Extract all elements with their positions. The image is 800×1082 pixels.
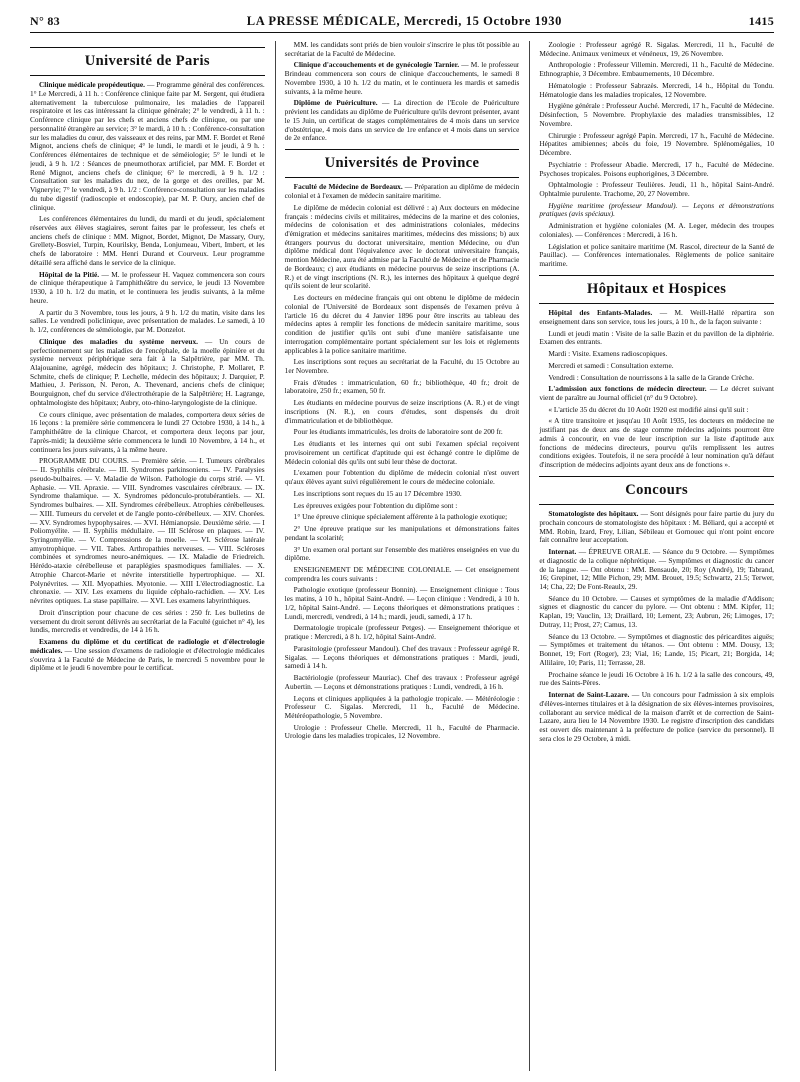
section-header-frame — [285, 149, 520, 178]
article-title: Examens du diplôme et du certificat de radiologie et d'électrologie médicales. — [30, 637, 265, 655]
paragraph: Anthropologie : Professeur Villemin. Mercredi, 11 h., Faculté de Médecine. Ethnographie, 3 Décembre. Embaumements, 10 Décembre. — [539, 60, 774, 79]
article-title: L'admission aux fonctions de médecin directeur. — [548, 384, 707, 394]
article-text: — ÉPREUVE ORALE. — Séance du 9 Octobre. — Symptômes et diagnostic de la colique néphrétique. — Symptômes et diagnostic du cancer de la langue. — Ont obtenu : MM. Bensaude, 20; Roy (André), 19; Tabrand, 16; Grepinet, 12; Mlle Pichon, 29; MM. Brouet, 19.5; Schwartz, 21.5; Terwer, 14; Cha, 22; De Font-Reaulx, 29. — [539, 547, 774, 592]
article-systeme-nerveux — [30, 338, 265, 408]
article-saint-lazare — [539, 691, 774, 743]
column-3 — [529, 41, 774, 1071]
article-hopital-pitie — [30, 271, 265, 306]
paragraph: Les épreuves exigées pour l'obtention du diplôme sont : — [293, 500, 458, 510]
article-medecin-directeur — [539, 385, 774, 402]
paragraph: Législation et police sanitaire maritime (M. Rascol, directeur de la Santé de Pauillac). — Conférences internationales. Règlements de police sanitaire maritime. — [539, 241, 774, 269]
article-internat — [539, 548, 774, 592]
article-text: — Préparation au diplôme de médecin colonial et à l'examen de médecin sanitaire maritime. — [284, 182, 520, 201]
paragraph: L'examen pour l'obtention du diplôme de médecin colonial n'est ouvert qu'aux élèves ayant suivi régulièrement le cours de médecine coloniale. — [284, 468, 520, 487]
paragraph: Leçons et cliniques appliquées à la pathologie tropicale. — Météréologie : Professeur C. Sigalas. Mercredi, 11 h., Faculté de Médecine. Météréopathologie, 5 Novembre. — [284, 693, 520, 720]
article-title: Diplôme de Puériculture. — [293, 98, 378, 108]
paragraph: Zoologie : Professeur agrégé R. Sigalas. Mercredi, 11 h., Faculté de Médecine. Animaux venimeux et vénéneux, 19, 26 Novembre. — [539, 41, 774, 58]
paragraph: Parasitologie (professeur Mandoul). Chef des travaux : Professeur agrégé R. Sigalas. — Leçons théoriques et démonstrations pratiques : Mardi, jeudi, samedi à 14 h. — [284, 643, 520, 671]
article-text: — La direction de l'Ecole de Puériculture prévient les candidats au diplôme de Puériculture qu'ils devront présenter, avant le 15 Juin, un certificat de stages complémentaires de 4 mois dans un service d'obstétrique, 4 mois dans un service de 1re enfance et 4 mois dans un service de 2e enfance. — [284, 98, 520, 143]
paragraph: Ce cours clinique, avec présentation de malades, comportera deux séries de 16 leçons : la première série commencera le lundi 27 Octobre 1930, à 14 h., à l'amphithéâtre de la clinique Charcot, et comportera deux leçons par jour, l'après-midi; la deuxième série commencera le lundi 10 Novembre, à 14 h., et continuera les jours suivants, à la même heure. — [30, 409, 265, 454]
column-2 — [275, 41, 520, 1071]
paragraph: Lundi et jeudi matin : Visite de la salle Bazin et du pavillon de la diphtérie. Examen des entrants. — [539, 328, 774, 347]
paragraph: « L'article 35 du décret du 10 Août 1920 est modifié ainsi qu'il suit : — [548, 404, 749, 414]
paragraph: Pathologie exotique (professeur Bonnin). — Enseignement clinique : Tous les matins, à 10 h., hôpital Saint-André. — Leçon clinique : Vendredi, à 10 h. 1/2, hôpital Saint-André. — Leçons théoriques et démonstrations pratiques : Lundi, mercredi, vendredi, à 14 h.; mardi, jeudi, samedi, à 17 h. — [284, 585, 520, 621]
paragraph: MM. les candidats sont priés de bien vouloir s'inscrire le plus tôt possible au secrétariat de la Faculté de Médecine. — [284, 41, 520, 58]
article-title: Hôpital des Enfants-Malades. — [548, 308, 653, 318]
paragraph: Les docteurs en médecine français qui ont obtenu le diplôme de médecin colonial de l'Université de Bordeaux sont dispensés de l'examen prévu à l'article 16 du décret du 4 Janvier 1896 pour être inscrits au tableau des médecins aptes à remplir les fonctions de médecin sanitaire maritime, sous condition de justifier qu'ils ont subi d'une manière satisfaisante une interrogation complémentaire portant spécialement sur les lois et règlements applicables à la police sanitaire maritime. — [284, 293, 520, 355]
article-title: Internat. — [548, 547, 577, 557]
section-header-frame — [30, 47, 265, 76]
paragraph: Droit d'inscription pour chacune de ces séries : 250 fr. Les bulletins de versement du droit seront délivrés au secrétariat de la Faculté (guichet n° 4), les lundis, mercredis et vendredis, de 14 à 16 h. — [30, 607, 265, 635]
section-header-frame — [539, 476, 774, 505]
article-title: Clinique médicale propédeutique. — [39, 80, 145, 90]
article-bordeaux — [285, 183, 520, 200]
article-puericulture — [285, 99, 520, 143]
paragraph: Mardi : Visite. Examens radioscopiques. — [548, 349, 668, 359]
page-header — [30, 14, 774, 33]
paragraph: Les conférences élémentaires du lundi, du mardi et du jeudi, spécialement réservées aux élèves stagiaires, seront faites par le professeur, les chefs et anciens chefs de clinique : MM. Mignot, Bordet, Mignot, De Massary, Oury, Grellety-Bosviel, Turpin, Kourilsky, Benda, Lonjumeau, Vibert, Imbert, et les chefs de laboratoire : MM. Henri Durand et Courveux. Leur programme détaillé sera affiché dans le service de la clinique. — [30, 214, 265, 267]
columns — [30, 41, 774, 1071]
paragraph: Séance du 13 Octobre. — Symptômes et diagnostic des péricardites aiguës; — Symptômes et traitement du tétanos. — Ont obtenu : MM. Dousy, 13; Bonnet, 19; Fort (Roger), 23; Vial, 16; Lande, 15; Picart, 21; Borgida, 14; Allilaire, 10; Paris, 11; Terrasse, 28. — [539, 631, 774, 667]
paragraph: Hématologie : Professeur Sabrazès. Mercredi, 14 h., Hôpital du Tondu. Hématologie dans les maladies tropicales, 12 Novembre. — [539, 80, 774, 99]
article-title: Clinique d'accouchements et de gynécologie Tarnier. — [293, 60, 460, 70]
article-text: — Le décret suivant vient de paraître au Journal officiel (n° du 9 Octobre). — [539, 384, 774, 403]
paragraph: Pour les étudiants immatriculés, les droits de laboratoire sont de 200 fr. — [293, 427, 503, 437]
issue-number: N° 83 — [30, 14, 60, 28]
section-heading-hopitaux-hospices: Hôpitaux et Hospices — [587, 280, 727, 297]
paragraph: Les étudiants et les internes qui ont subi l'examen spécial reçoivent provisoirement un certificat d'aptitude qui est échangé contre le diplôme de Médecin colonial dès qu'ils ont subi leur thèse de doctorat. — [284, 439, 520, 466]
article-enfants-malades — [539, 309, 774, 326]
paragraph: Le diplôme de médecin colonial est délivré : a) Aux docteurs en médecine français : médecins civils et militaires, médecins de la marine et des colonies, médecins de colonisation et des administrations coloniales, médecins d'émigration et médecins sanitaires maritimes, médecins des missions; b) aux étrangers pourvus du doctorat universitaire, mention Médecine, ou d'un diplôme médical dont l'équivalence avec le doctorat universitaire français, mention Médecine, aura été admise par la Faculté de Médecine et de Pharmacie de Bordeaux; c) aux étudiants en médecine pourvus de seize inscriptions (A. R.) et de vingt inscriptions (N. R.), les internes des hôpitaux à quelque degré qu'ils soient de leur scolarité. — [284, 202, 520, 291]
article-text: — Programme général des conférences. 1° Le Mercredi, à 11 h. : Conférence clinique faite par M. Sergent, qui étudiera alternativement la tuberculose pulmonaire, les maladies de l'appareil respiratoire et les cas intéressant la clinique générale; 2° le vendredi, à 11 h. : Conférence clinique par les chefs et anciens chefs de clinique, ou par une personnalité étrangère au service; 3° le mardi, à 10 h. : Conférence-consultation sur les maladies du cœur, des vaisseaux et des reins, par MM. F. Bordet et René Mignot, anciens chefs de clinique; 4° le lundi, le mardi et le jeudi, à 9 h. : Conférences élémentaires de technique et de séméiologie; 5° le lundi et le jeudi, à 9 h. 1/2 : Séances de pneumothorax artificiel, par MM. F. Bordet et René Mignot, anciens chefs de clinique; 6° le mercredi, à 9 h. 1/2 : Consultation sur les maladies du nez, de la gorge et des oreilles, par M. Vigneryie; 7° le vendredi, à 9 h. 1/2 : Conférence-consultation sur les maladies du tube digestif (radioscopie et endoscopie), par M. P. Oury, ancien chef de clinique. — [30, 80, 265, 212]
article-title: Hôpital de la Pitié. — [39, 269, 100, 279]
paragraph: Urologie : Professeur Chelle. Mercredi, 11 h., Faculté de Pharmacie. Urologie dans les maladies tropicales, 12 Novembre. — [284, 722, 520, 741]
paragraph: Ophtalmologie : Professeur Teulières. Jeudi, 11 h., hôpital Saint-André. Ophtalmie purulente. Trachome, 20, 27 Novembre. — [539, 180, 774, 199]
paragraph: PROGRAMME DU COURS. — Première série. — I. Tumeurs cérébrales — II. Syphilis cérébrale. — III. Syndromes parkinsoniens. — IV. Paralysies pseudo-bulbaires. — V. Maladie de Wilson. Pathologie du corps strié. — VI. Aphasie. — VII. Apraxie. — VIII. Syndromes vasculaires cérébraux. — IX. Syndrome thalamique. — X. Syndromes pédonculo-protubérantiels. — XI. Syndromes bulbaires. — XII. Syndromes cérébelleux. Atrophies cérébelleuses. — XIII. Tumeurs du cervelet et de l'angle ponto-cérébelleux. — XIV. Chorées. — XV. Syndromes hypophysaires. — XVI. Hémianopsie. Deuxième série. — I Poliomyélite. — II. Syphilis médullaire. — III Sclérose en plaques. — IV. Syringomyélie. — V. Compressions de la moelle. — VI. Sclérose latérale amyotrophique. — VII. Tabes. Arthropathies nerveuses. — VIII. Scléroses combinées et syndromes neuro-anémiques. — IX. Maladie de Friedreich. Hérédo-ataxie cérébelleuse et paraplégies spasmodiques familiales. — X. Atrophie Charcot-Marie et névrite interstitielle hypertrophique. — XI. Polynévrites. — XII. Myopathies. Myotonie. — XIII L'électrodiagnostic. La chronaxie. — XIV. Les examens du liquide céphalo-rachidien. — XV. Les névrites optiques. La stase papillaire. — XVI. Les examens labyrinthiques. — [30, 456, 265, 606]
paragraph: Frais d'études : immatriculation, 60 fr.; bibliothèque, 40 fr.; droit de laboratoire, 250 fr.; examen, 50 fr. — [284, 377, 520, 396]
article-tarnier — [285, 61, 520, 96]
article-title: Stomatologiste des hôpitaux. — [548, 509, 639, 519]
paragraph: Hygiène générale : Professeur Auché. Mercredi, 17 h., Faculté de Médecine. Désinfection, 5 Novembre. Prophylaxie des maladies transmissibles, 12 Novembre. — [539, 101, 774, 128]
article-text: — Un cours de perfectionnement sur les maladies de l'encéphale, de la moelle épinière et du système nerveux périphérique sera fait à la Salpêtrière, par MM. Th. Alajouanine, agrégé, médecin des hôpitaux; J. Christophe, P. Mollaret, P. Schmite, chefs de clinique; P. Lechelle, médecin des hôpitaux; J. Darquier, P. Mathieu, J. Perisson, N. Peron, A. Thevenard, anciens chefs de clinique; Bourguignon, chef du service d'électrothérapie de la Salpêtrière; H. Lagrange, ophtalmologiste des hôpitaux; Aubry, oto-rhino-laryngologiste de la clinique. — [30, 336, 265, 407]
section-heading-universite-de-paris: Université de Paris — [84, 53, 210, 69]
section-heading-universites-province: Universités de Province — [324, 155, 480, 172]
paragraph: Hygiène maritime (professeur Mandoul). — Leçons et démonstrations pratiques (avis spéciaux). — [539, 200, 774, 219]
article-title: Internat de Saint-Lazare. — [548, 690, 630, 700]
paragraph: 2° Une épreuve pratique sur les manipulations et démonstrations faites pendant la scolarité; — [284, 524, 520, 542]
paragraph: Chirurgie : Professeur agrégé Papin. Mercredi, 17 h., Faculté de Médecine. Hépatites amibiennes; abcès du foie, 19 Novembre. Splénomégalies, 10 Décembre. — [539, 130, 774, 158]
paragraph: Vendredi : Consultation de nourrissons à la salle de la Grande Crèche. — [548, 372, 754, 382]
article-title: Clinique des maladies du système nerveux. — [39, 336, 199, 346]
article-stomatologiste — [539, 510, 774, 545]
paragraph: Les étudiants en médecine pourvus de seize inscriptions (A. R.) et de vingt inscriptions (N. R.), en cours d'études, sont dispensés du droit d'immatriculation et de bibliothèque. — [284, 398, 520, 425]
article-text: — Une session d'examens de radiologie et d'électrologie médicales s'ouvrira à la Faculté de Médecine de Paris, le mercredi 5 novembre pour le diplôme et le jeudi 6 novembre pour le certificat. — [30, 645, 265, 673]
paragraph: A partir du 3 Novembre, tous les jours, à 9 h. 1/2 du matin, visite dans les salles. Le vendredi policlinique, avec présentation de malades. Le samedi, à 10 h. 1/2, conférences de séméiologie, par M. Donzelot. — [30, 307, 265, 335]
publication-title: LA PRESSE MÉDICALE, Mercredi, 15 Octobre 1930 — [246, 14, 562, 28]
article-clinique-propedeutique — [30, 81, 265, 212]
paragraph: Administration et hygiène coloniales (M. A. Leger, médecin des troupes coloniales). — Conférences : Mercredi, à 16 h. — [539, 221, 774, 239]
page-number: 1415 — [748, 14, 774, 28]
article-text: — M. Weill-Hallé répartira son enseignement dans son service, tous les jours, à 10 h., de la façon suivante : — [539, 308, 774, 326]
paragraph: Bactériologie (professeur Mauriac). Chef des travaux : Professeur agrégé Aubertin. — Leçons et démonstrations pratiques : Lundi, vendredi, à 16 h. — [284, 673, 520, 691]
paragraph: Dermatologie tropicale (professeur Petges). — Enseignement théorique et pratique : Mercredi, à 8 h. 1/2, hôpital Saint-André. — [284, 623, 520, 642]
paragraph: Séance du 10 Octobre. — Causes et symptômes de la maladie d'Addison; signes et diagnostic du cancer du pylore. — Ont obtenu : MM. Kipfer, 11; Kaplan, 19; Vauclin, 13; Draillard, 10; Lement, 23; Aubrun, 26; Limoges, 17; Dutray, 11; Prost, 27; Camus, 13. — [539, 593, 774, 629]
paragraph: « A titre transitoire et jusqu'au 10 Août 1935, les docteurs en médecine ne justifiant pas de deux ans de stage comme médecins adjoints pourront être admis à concourir, en vue de leur inscription sur la liste d'aptitude aux fonctions de médecins directeurs, pourvu qu'ils remplissent les autres conditions exigées. Toutefois, il ne sera procédé à leur nomination qu'à défaut d'inscription de médecins adjoints ayant deux ans de fonctions ». — [539, 416, 774, 470]
paragraph: Psychiatrie : Professeur Abadie. Mercredi, 17 h., Faculté de Médecine. Psychoses tropicales. Poisons euphorigènes, 3 Décembre. — [539, 159, 774, 178]
paragraph: Prochaine séance le jeudi 16 Octobre à 16 h. 1/2 à la salle des concours, 49, rue des Saints-Pères. — [539, 669, 774, 688]
paragraph: Mercredi et samedi : Consultation externe. — [548, 360, 674, 370]
article-title: Faculté de Médecine de Bordeaux. — [293, 182, 403, 192]
paragraph: 1° Une épreuve clinique spécialement afférente à la pathologie exotique; — [293, 512, 508, 522]
column-1 — [30, 41, 265, 1071]
article-text: — M. le professeur Brindeau commencera son cours de clinique d'accouchements, le samedi 8 Novembre 1930, à 10 h. 1/2 du matin, et le continuera les mardis et samedis suivants, à la même heure. — [284, 60, 520, 96]
paragraph: ENSEIGNEMENT DE MÉDECINE COLONIALE. — Cet enseignement comprendra les cours suivants : — [284, 564, 520, 583]
article-text: — Sont désignés pour faire partie du jury du prochain concours de stomatologiste des hôpitaux : M. Béliard, qui a accepté et MM. Robin, Izard, Frey, Lilian, Sébileau et Gornouec qui n'ont point encore fait connaître leur acceptation. — [539, 509, 774, 545]
article-text: — M. le professeur H. Vaquez commencera son cours de clinique thérapeutique à l'amphithéâtre du service, le jeudi 13 Novembre 1930, à 10 h. 1/2 du matin, et le continuera les jeudis suivants, à la même heure. — [30, 269, 265, 305]
paragraph: Les inscriptions sont reçues du 15 au 17 Décembre 1930. — [293, 488, 462, 498]
paragraph: 3° Un examen oral portant sur l'ensemble des matières enseignées en vue du diplôme. — [284, 544, 520, 563]
section-header-frame — [539, 275, 774, 304]
article-radiologie — [30, 638, 265, 673]
paragraph: Les inscriptions sont reçues au secrétariat de la Faculté, du 15 Octobre au 1er Novembre. — [284, 357, 520, 376]
section-heading-concours: Concours — [625, 481, 689, 498]
article-text: — Un concours pour l'admission à six emplois d'élèves-internes titulaires et à la désignation de six élèves-internes provisoires, collaborant au service médical de la maison d'arrêt et de correction de Saint-Lazare, aura lieu le 14 Novembre 1930. Le registre d'inscription des candidats est ouvert dès maintenant à la préfecture de police (service du personnel). Il sera clos le 29 Octobre, à midi. — [539, 690, 774, 743]
